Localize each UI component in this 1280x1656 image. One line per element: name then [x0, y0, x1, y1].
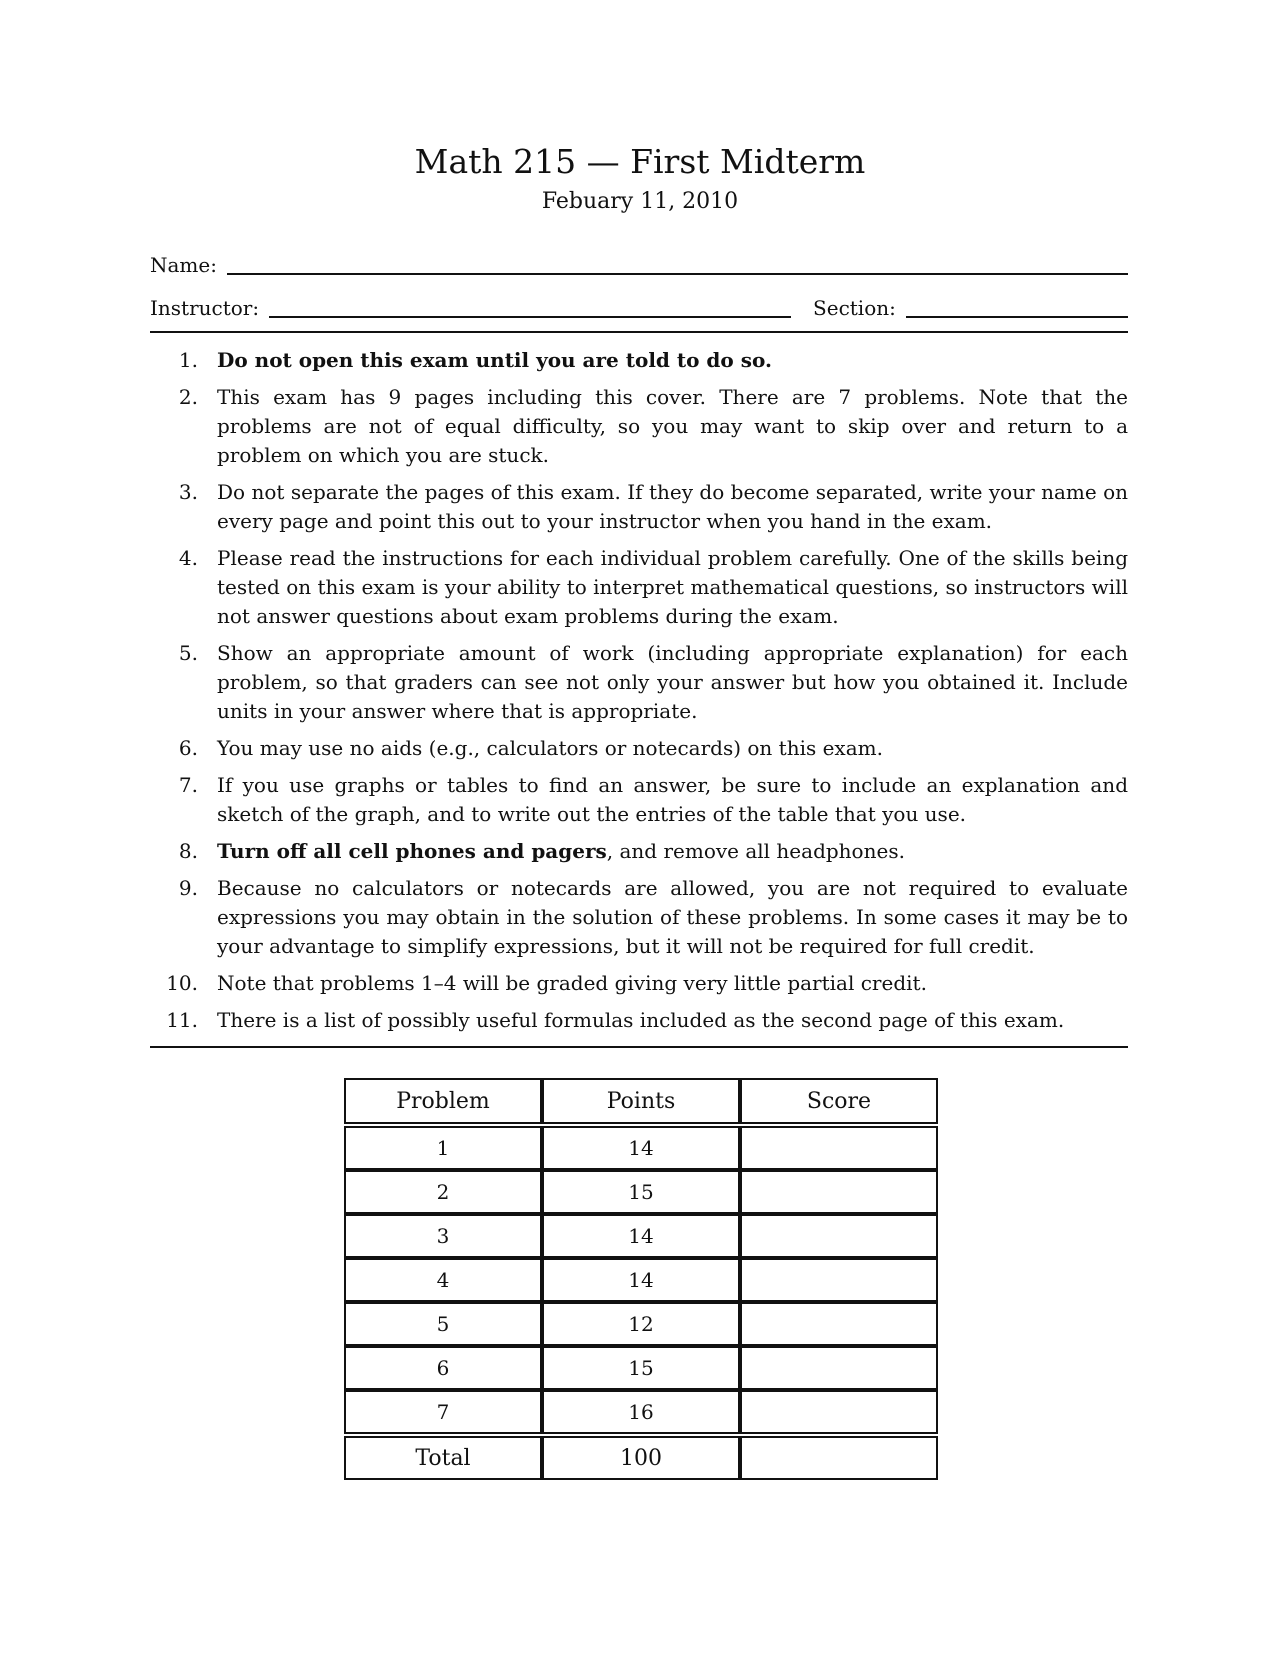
instructions-list: [150, 346, 1128, 1043]
table-row: [344, 1302, 938, 1346]
instruction-text: Show an appropriate amount of work (including appropriate explanation) for each problem, so that graders can see not only your answer but how you obtained it. Include units in your answer where that is appropriate.: [217, 641, 1128, 723]
instruction-number: 6.: [178, 736, 198, 760]
instruction-item: [150, 1006, 1128, 1035]
table-header-row: [344, 1078, 938, 1124]
instruction-number: 8.: [178, 839, 198, 863]
table-row: [344, 1170, 938, 1214]
problem-cell: 4: [344, 1258, 542, 1302]
instruction-item: [150, 969, 1128, 998]
instruction-number: 3.: [178, 480, 198, 504]
points-cell: 12: [542, 1302, 740, 1346]
instruction-text: You may use no aids (e.g., calculators or notecards) on this exam.: [217, 736, 883, 760]
problem-cell: 3: [344, 1214, 542, 1258]
problem-cell: 5: [344, 1302, 542, 1346]
total-points: 100: [542, 1436, 740, 1480]
instructor-label: Instructor:: [150, 296, 260, 320]
points-cell: 15: [542, 1346, 740, 1390]
total-label: Total: [344, 1436, 542, 1480]
header-problem: Problem: [344, 1078, 542, 1124]
instruction-number: 11.: [166, 1008, 198, 1032]
instruction-item: [150, 478, 1128, 536]
table-total-row: [344, 1436, 938, 1480]
instruction-item: [150, 383, 1128, 470]
name-blank[interactable]: [227, 273, 1128, 275]
table-row: [344, 1126, 938, 1170]
score-table: [344, 1078, 938, 1480]
name-field-row: [150, 247, 1128, 277]
header-points: Points: [542, 1078, 740, 1124]
problem-cell: 1: [344, 1126, 542, 1170]
section-label: Section:: [813, 296, 896, 320]
instruction-number: 2.: [178, 385, 198, 409]
exam-date: Febuary 11, 2010: [541, 189, 739, 214]
instruction-number: 9.: [178, 876, 198, 900]
score-cell[interactable]: [740, 1302, 938, 1346]
score-cell[interactable]: [740, 1390, 938, 1434]
score-cell[interactable]: [740, 1126, 938, 1170]
section-blank[interactable]: [906, 316, 1128, 318]
instruction-emphasis: Do not open this exam until you are told to do so.: [217, 348, 772, 372]
instruction-text: Because no calculators or notecards are allowed, you are not required to evaluate expressions you may obtain in the solution of these problems. In some cases it may be to your advantage to simplify expressions, but it will not be required for full credit.: [217, 876, 1128, 958]
table-row: [344, 1214, 938, 1258]
points-cell: 14: [542, 1126, 740, 1170]
instruction-text: If you use graphs or tables to find an answer, be sure to include an explanation and sketch of the graph, and to write out the entries of the table that you use.: [217, 773, 1128, 826]
problem-cell: 2: [344, 1170, 542, 1214]
instruction-item: [150, 734, 1128, 763]
instruction-text: , and remove all headphones.: [606, 839, 905, 863]
instruction-text: Please read the instructions for each individual problem carefully. One of the skills being tested on this exam is your ability to interpret mathematical questions, so instructors will not answer questions about exam problems during the exam.: [217, 546, 1128, 628]
problem-cell: 6: [344, 1346, 542, 1390]
instruction-text: Do not separate the pages of this exam. If they do become separated, write your name on every page and point this out to your instructor when you hand in the exam.: [217, 480, 1128, 533]
total-score[interactable]: [740, 1436, 938, 1480]
name-label: Name:: [150, 253, 217, 277]
exam-title: Math 215 — First Midterm: [414, 142, 866, 181]
table-row: [344, 1346, 938, 1390]
instruction-emphasis: Turn off all cell phones and pagers: [217, 839, 607, 863]
instruction-item: [150, 837, 1128, 866]
points-cell: 14: [542, 1214, 740, 1258]
table-row: [344, 1390, 938, 1434]
bottom-divider: [150, 1046, 1128, 1048]
instruction-item: [150, 639, 1128, 726]
score-cell[interactable]: [740, 1258, 938, 1302]
header-score: Score: [740, 1078, 938, 1124]
instruction-text: This exam has 9 pages including this cover. There are 7 problems. Note that the problems are not of equal difficulty, so you may want to skip over and return to a problem on which you are stuck.: [217, 385, 1128, 467]
instruction-text: There is a list of possibly useful formulas included as the second page of this exam.: [217, 1008, 1065, 1032]
instruction-item: [150, 771, 1128, 829]
points-cell: 15: [542, 1170, 740, 1214]
instruction-number: 10.: [166, 971, 198, 995]
score-cell[interactable]: [740, 1214, 938, 1258]
instruction-number: 5.: [178, 641, 198, 665]
instruction-item: [150, 874, 1128, 961]
instruction-item: [150, 544, 1128, 631]
points-cell: 14: [542, 1258, 740, 1302]
instruction-text: Note that problems 1–4 will be graded giving very little partial credit.: [217, 971, 927, 995]
instruction-number: 4.: [178, 546, 198, 570]
table-row: [344, 1258, 938, 1302]
score-cell[interactable]: [740, 1170, 938, 1214]
instructor-blank[interactable]: [269, 316, 791, 318]
instruction-item: [150, 346, 1128, 375]
score-cell[interactable]: [740, 1346, 938, 1390]
instruction-number: 1.: [178, 348, 198, 372]
problem-cell: 7: [344, 1390, 542, 1434]
points-cell: 16: [542, 1390, 740, 1434]
top-divider: [150, 331, 1128, 333]
instructor-section-row: [150, 290, 1128, 320]
instruction-number: 7.: [178, 773, 198, 797]
